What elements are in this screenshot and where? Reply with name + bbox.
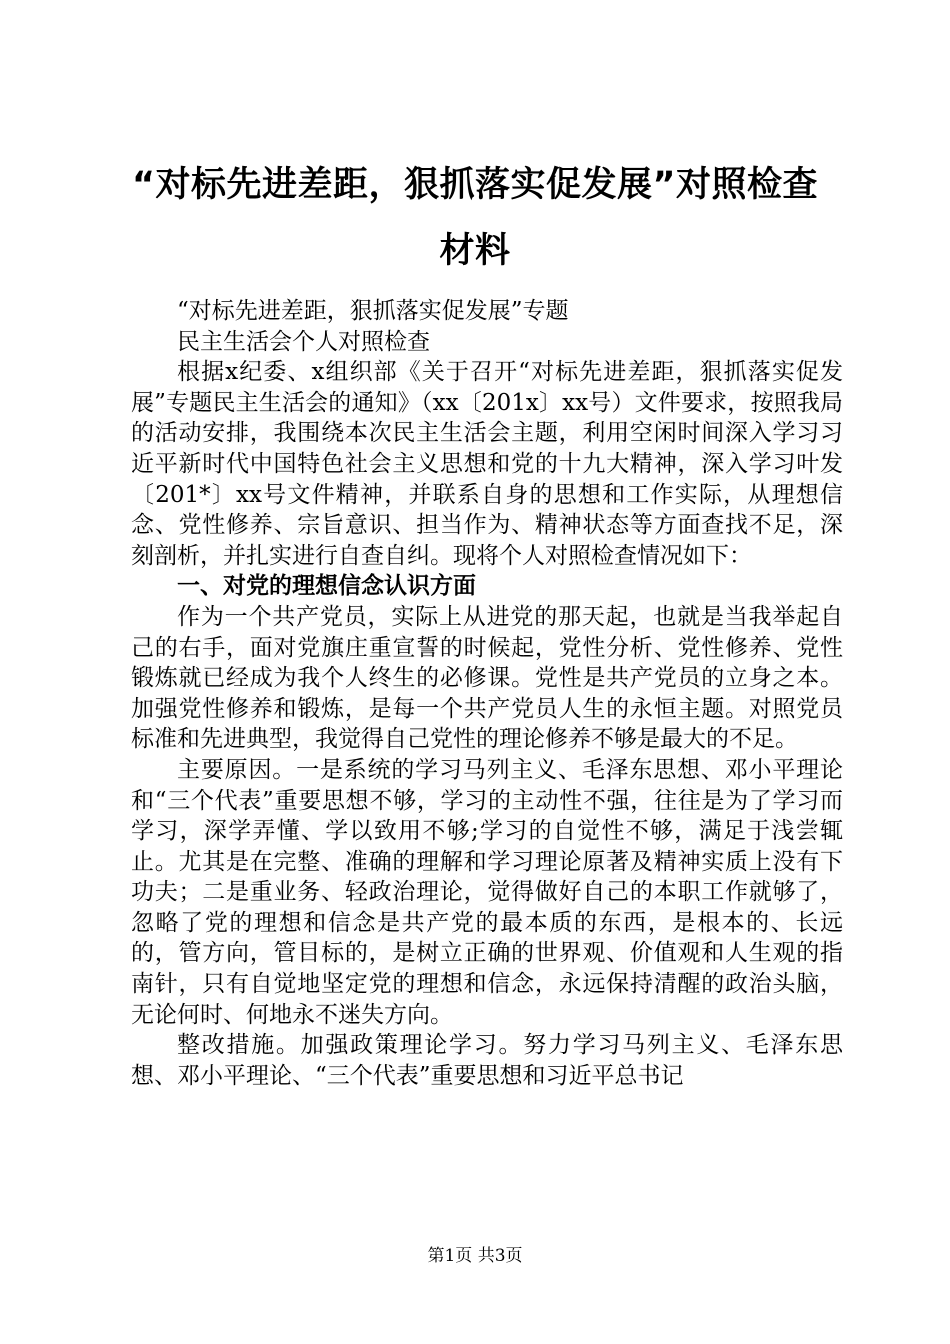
intro-paragraph: 根据x纪委、x组织部《关于召开“对标先进差距，狠抓落实促发展”专题民主生活会的通知》（xx〔201x〕xx号）文件要求，按照我局的活动安排，我围绕本次民主生活会主题，利用空闲时间深入学习习近平新时代中国特色社会主义思想和党的十九大精神，深入学习叶发〔201*〕xx号文件精神，并联系自身的思想和工作实际，从理想信念、党性修养、宗旨意识、担当作为、精神状态等方面查找不足，深刻剖析，并扎实进行自查自纠。现将个人对照检查情况如下： xyxy=(131,359,843,569)
title-line-2: 材料 xyxy=(439,231,511,271)
document-body xyxy=(131,296,843,1091)
body-paragraph: 作为一个共产党员，实际上从进党的那天起，也就是当我举起自己的右手，面对党旗庄重宣誓的时候起，党性分析、党性修养、党性锻炼就已经成为我个人终生的必修课。党性是共产党员的立身之本。加强党性修养和锻炼，是每一个共产党员人生的永恒主题。对照党员标准和先进典型，我觉得自己党性的理论修养不够是最大的不足。 xyxy=(131,603,843,753)
title-line-1: “对标先进差距，狠抓落实促发展”对照检查 xyxy=(131,165,818,205)
page-footer: 第1页 共3页 xyxy=(427,1246,523,1266)
body-paragraph: 整改措施。加强政策理论学习。努力学习马列主义、毛泽东思想、邓小平理论、“三个代表”重要思想和习近平总书记 xyxy=(131,1032,843,1089)
section-heading: 一、对党的理想信念认识方面 xyxy=(177,573,476,600)
subtitle-line-1: “对标先进差距，狠抓落实促发展”专题 xyxy=(177,298,569,324)
subtitle-line-2: 民主生活会个人对照检查 xyxy=(177,328,430,355)
document-title xyxy=(110,152,840,284)
body-paragraph: 主要原因。一是系统的学习马列主义、毛泽东思想、邓小平理论和“三个代表”重要思想不够，学习的主动性不强，往往是为了学习而学习，深学弄懂、学以致用不够;学习的自觉性不够，满足于浅尝辄止。尤其是在完整、准确的理解和学习理论原著及精神实质上没有下功夫；二是重业务、轻政治理论，觉得做好自己的本职工作就够了，忽略了党的理想和信念是共产党的最本质的东西，是根本的、长远的，管方向，管目标的，是树立正确的世界观、价值观和人生观的指南针，只有自觉地坚定党的理想和信念，永远保持清醒的政治头脑，无论何时、何地永不迷失方向。 xyxy=(131,756,843,1028)
